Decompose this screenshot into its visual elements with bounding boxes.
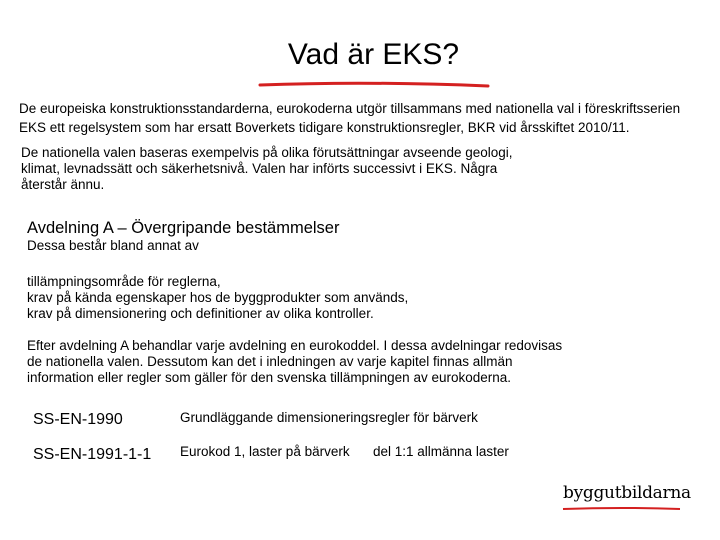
section-a-item: krav på kända egenskaper hos de byggprodukter som används,	[27, 290, 409, 305]
title-underline	[258, 80, 490, 90]
section-a-item: tillämpningsområde för reglerna,	[27, 274, 221, 289]
after-line-3: information eller regler som gäller för den svenska tillämpningen av eurokoderna.	[27, 370, 512, 385]
after-line-2: de nationella valen. Dessutom kan det i inledningen av varje kapitel finnas allmän	[27, 354, 513, 369]
logo-underline	[562, 506, 682, 512]
after-line-1: Efter avdelning A behandlar varje avdelning en eurokoddel. I dessa avdelningar redovisas	[27, 338, 563, 353]
intro-line-2: EKS ett regelsystem som har ersatt Boverkets tidigare konstruktionsregler, BKR vid årsskiftet 2010/11.	[19, 120, 630, 135]
intro-line-1: De europeiska konstruktionsstandarderna, eurokoderna utgör tillsammans med nationella val i föreskriftsserien	[19, 101, 681, 116]
section-a-sub: Dessa består bland annat av	[27, 238, 199, 253]
national-line-2: klimat, levnadssätt och säkerhetsnivå. Valen har införts successivt i EKS. Några	[21, 161, 498, 176]
page-title: Vad är EKS?	[287, 38, 460, 71]
standard-code: SS-EN-1990	[33, 411, 123, 428]
section-a-heading: Avdelning A – Övergripande bestämmelser	[27, 219, 340, 237]
standard-description: Grundläggande dimensioneringsregler för bärverk	[180, 410, 478, 425]
national-line-1: De nationella valen baseras exempelvis på olika förutsättningar avseende geologi,	[21, 145, 513, 160]
standard-extra: del 1:1 allmänna laster	[373, 444, 509, 459]
byggutbildarna-logo: byggutbildarna	[563, 483, 691, 503]
national-line-3: återstår ännu.	[21, 177, 105, 192]
section-a-item: krav på dimensionering och definitioner av olika kontroller.	[27, 306, 374, 321]
standard-description: Eurokod 1, laster på bärverk	[180, 444, 350, 459]
standard-code: SS-EN-1991-1-1	[33, 446, 152, 463]
